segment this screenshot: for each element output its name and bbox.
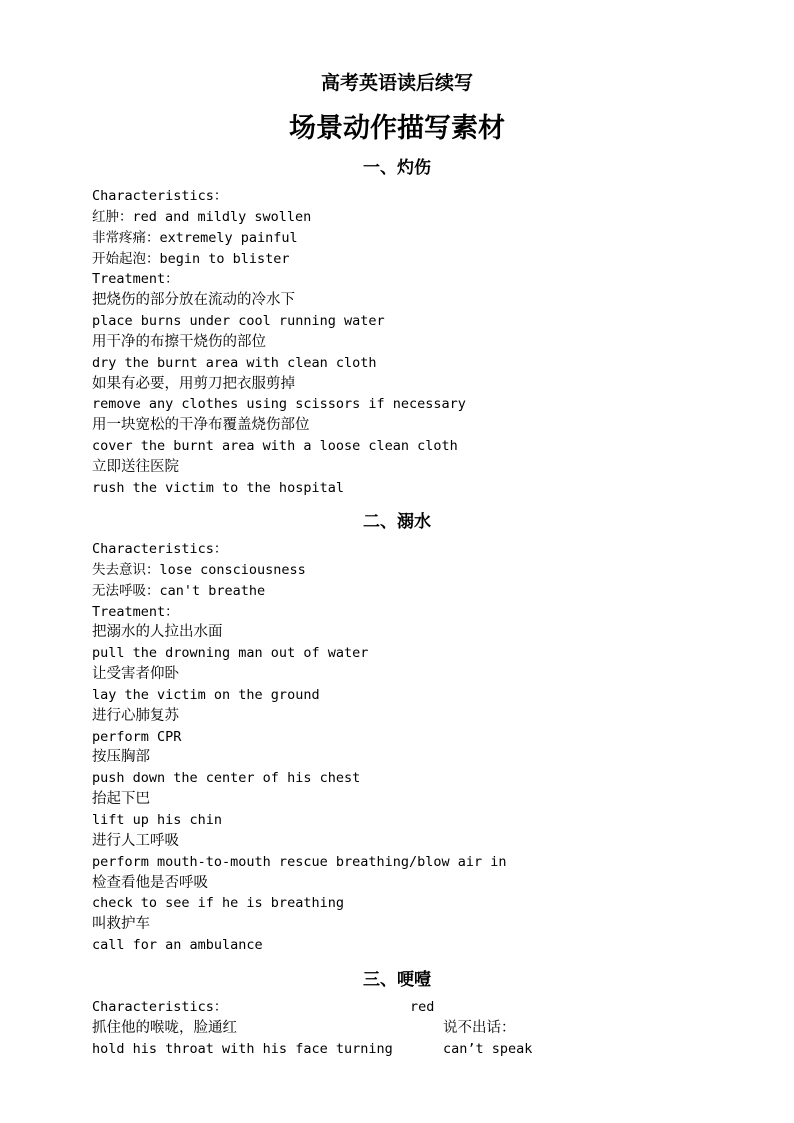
- text-line: dry the burnt area with clean cloth: [92, 354, 377, 371]
- text-line: hold his throat with his face turning: [92, 1041, 393, 1057]
- text-line: 让受害者仰卧: [92, 666, 179, 683]
- text-line-overflow: red: [410, 999, 435, 1015]
- text-line: 用干净的布擦干烧伤的部位: [92, 333, 266, 350]
- text-line: 红肿：red and mildly swollen: [92, 208, 312, 225]
- text-line: remove any clothes using scissors if necessary: [92, 396, 466, 413]
- text-line: cover the burnt area with a loose clean cloth: [92, 438, 458, 455]
- section-heading-choking: 三、哽噎: [363, 970, 431, 990]
- section-burns-list: [92, 186, 732, 499]
- text-line: call for an ambulance: [92, 937, 263, 954]
- text-line: push down the center of his chest: [92, 770, 361, 787]
- text-line: lay the victim on the ground: [92, 686, 320, 703]
- text-line: 进行人工呼吸: [92, 832, 179, 849]
- text-line: 按压胸部: [92, 749, 150, 766]
- text-line: 进行心肺复苏: [92, 707, 179, 724]
- text-line: 立即送往医院: [92, 458, 179, 475]
- text-line: lift up his chin: [92, 811, 223, 828]
- text-line: 叫救护车: [92, 916, 150, 933]
- text-line: 无法呼吸：can't breathe: [92, 582, 266, 599]
- text-line: pull the drowning man out of water: [92, 645, 369, 662]
- text-line: 抓住他的喉咙，脸通红: [92, 1020, 237, 1036]
- text-line: 用一块宽松的干净布覆盖烧伤部位: [92, 417, 310, 434]
- text-line: 失去意识：lose consciousness: [92, 561, 306, 578]
- text-line: perform CPR: [92, 728, 182, 745]
- text-line: check to see if he is breathing: [92, 895, 344, 912]
- section-heading-burns: 一、灼伤: [363, 158, 431, 178]
- text-line: 开始起泡：begin to blister: [92, 250, 290, 267]
- text-line: perform mouth-to-mouth rescue breathing/blow air in: [92, 853, 507, 870]
- text-line: 把溺水的人拉出水面: [92, 624, 223, 641]
- section-drowning-list: [92, 539, 732, 956]
- text-line: 说不出话：: [443, 1020, 516, 1036]
- text-line: Characteristics：: [92, 188, 228, 204]
- text-line: Treatment：: [92, 271, 179, 288]
- text-line: place burns under cool running water: [92, 313, 385, 330]
- document-subtitle: 高考英语读后续写: [320, 72, 473, 94]
- text-line: 检查看他是否呼吸: [92, 874, 208, 891]
- section-heading-drowning: 二、溺水: [363, 512, 431, 532]
- text-line: 抬起下巴: [92, 791, 150, 808]
- text-line: 如果有必要，用剪刀把衣服剪掉: [92, 375, 295, 392]
- text-line: 把烧伤的部分放在流动的冷水下: [92, 292, 295, 309]
- text-line: rush the victim to the hospital: [92, 479, 344, 496]
- text-line: Treatment：: [92, 603, 179, 620]
- text-line: 非常疼痛：extremely painful: [92, 229, 298, 246]
- text-line: Characteristics：: [92, 999, 228, 1015]
- text-line: Characteristics：: [92, 541, 228, 557]
- text-line: can’t speak: [443, 1041, 533, 1057]
- document-title: 场景动作描写素材: [289, 113, 505, 144]
